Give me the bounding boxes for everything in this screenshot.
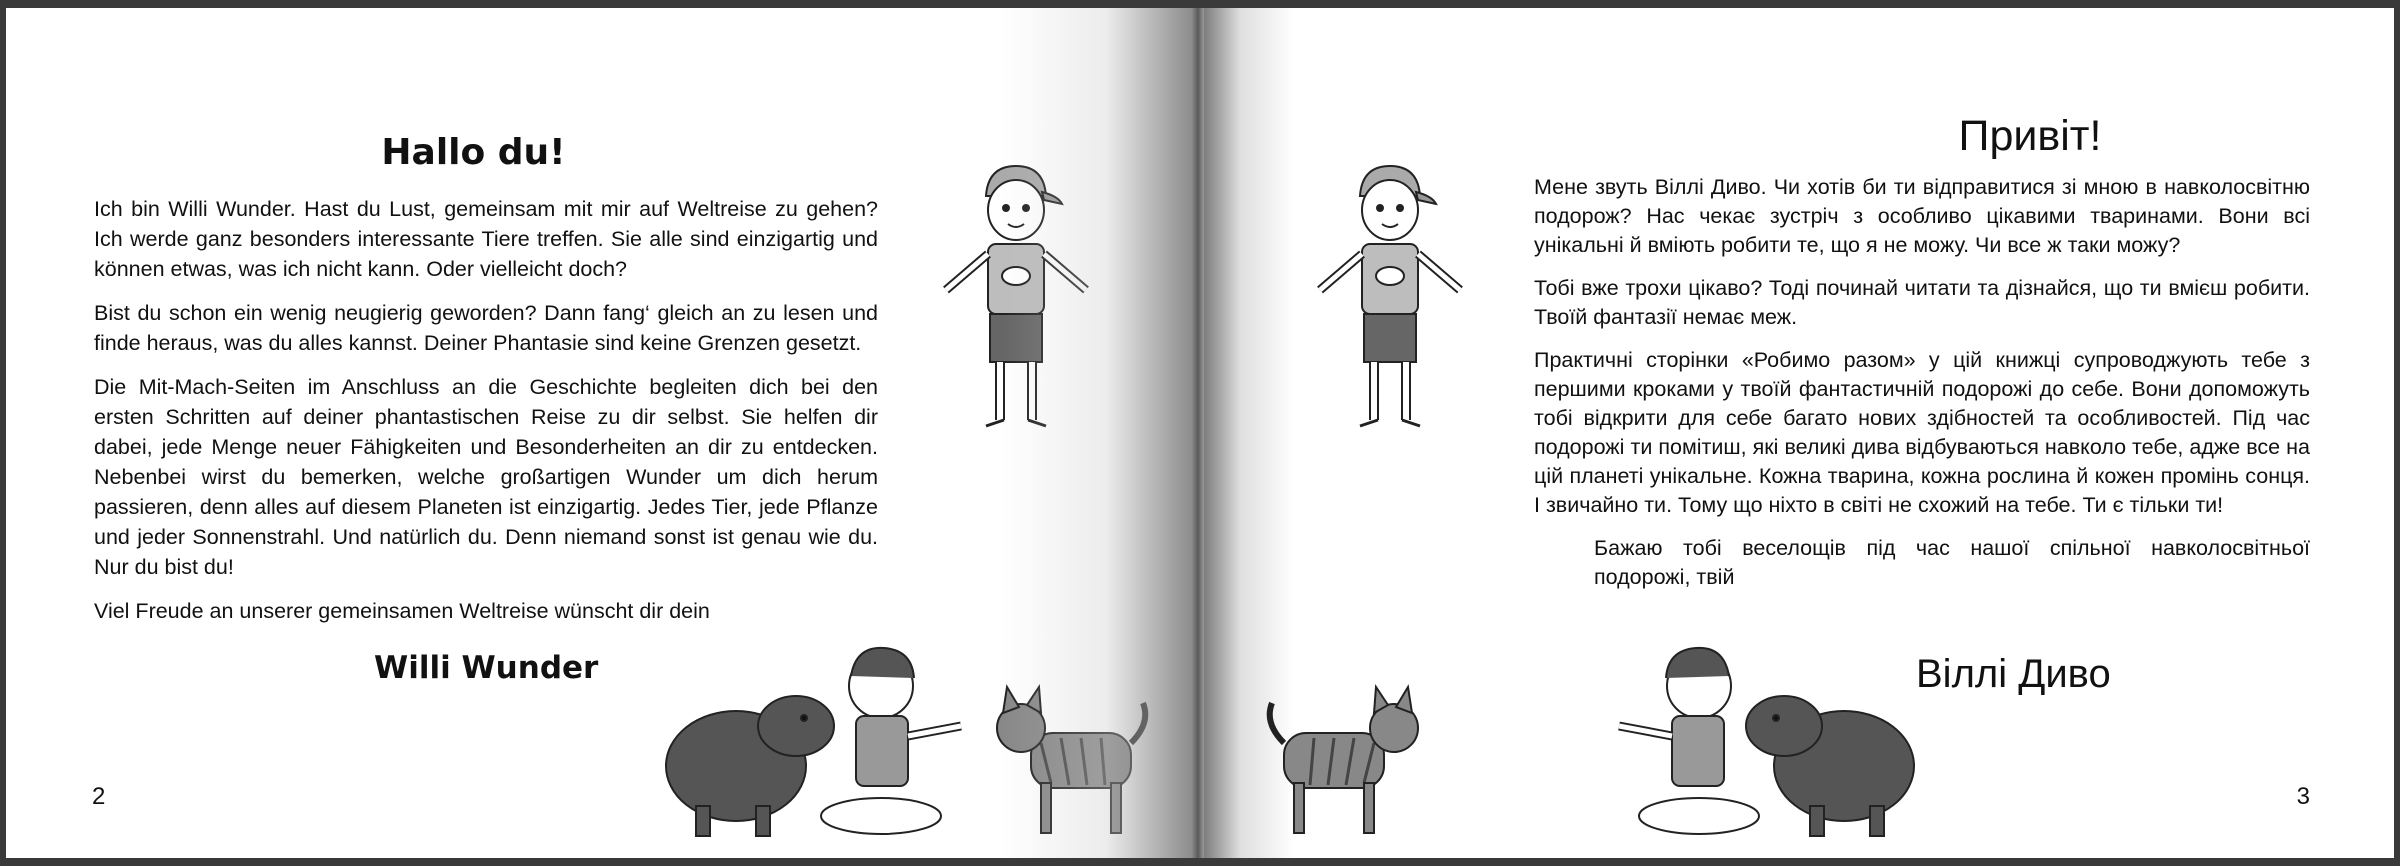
boy-illustration-icon xyxy=(1290,158,1490,443)
book-spine xyxy=(1192,8,1204,858)
paragraph: Bist du schon ein wenig neugierig geworden? Dann fang‘ gleich an zu lesen und finde heraus, was du alles kannst. Deiner Phantasie sind keine Grenzen gesetzt. xyxy=(94,301,878,355)
signature: Willi Wunder xyxy=(374,650,599,686)
page-number: 2 xyxy=(92,783,106,810)
paragraph: Мене звуть Віллі Диво. Чи хотів би ти відправитися зі мною в навколосвітню подорож? Нас чекає зустріч з особливо цікавими тваринами. Вони всі унікальні й вміють робити те, що я не можу. Чи все ж таки можу? xyxy=(1534,175,2310,257)
page-title: Hallo du! xyxy=(381,132,566,173)
body-text xyxy=(94,194,878,640)
signature: Віллі Диво xyxy=(1916,652,2111,696)
page-title: Привіт! xyxy=(1958,112,2102,160)
cat-illustration-icon xyxy=(1264,673,1424,843)
paragraph: Die Mit-Mach-Seiten im Anschluss an die Geschichte begleiten dich bei den ersten Schritten auf deiner phantastischen Reise zu dir selbst. Sie helfen dir dabei, jede Menge neuer Fähigkeiten und Besonderheiten an dir zu entdecken. Nebenbei wirst du bemerken, welche großartigen Wunder um dich herum passieren, denn alles auf diesem Planeten ist einzigartig. Jedes Tier, jede Pflanze und jeder Sonnenstrahl. Und natürlich du. Denn niemand sonst ist genau wie du. Nur du bist du! xyxy=(94,375,878,579)
paragraph: Тобі вже трохи цікаво? Тоді починай читати та дізнайся, що ти вмієш робити. Твоїй фантазії немає меж. xyxy=(1534,276,2310,329)
paragraph: Бажаю тобі веселощів під час нашої спільної навколосвітньої подорожі, твій xyxy=(1594,536,2310,589)
capybara-illustration-icon xyxy=(1424,616,1924,846)
page-number: 3 xyxy=(2296,783,2310,810)
cat-illustration-icon xyxy=(991,673,1151,843)
paragraph: Ich bin Willi Wunder. Hast du Lust, gemeinsam mit mir auf Weltreise zu gehen? Ich werde ganz besonders interessante Tiere treffen. Sie alle sind einzigartig und können etwas, was ich nicht kann. Oder vielleicht doch? xyxy=(94,197,878,281)
left-page xyxy=(6,8,1192,858)
paragraph: Viel Freude an unserer gemeinsamen Weltreise wünscht dir dein xyxy=(94,599,710,623)
body-text xyxy=(1534,173,2310,606)
right-page xyxy=(1204,8,2394,858)
paragraph: Практичні сторінки «Робимо разом» у цій книжці супроводжують тебе з першими кроками у твоїй фантастичній подорожі до себе. Вони допоможуть тобі відкрити для себе багато нових здібностей та особливостей. Під час подорожі ти помітиш, які великі дива відбуваються навколо тебе, адже все на цій планеті унікальне. Кожна тварина, кожна рослина й кожен промінь сонця. І звичайно ти. Тому що ніхто в світі не схожий на тебе. Ти є тільки ти! xyxy=(1534,348,2310,517)
boy-illustration-icon xyxy=(916,158,1116,443)
